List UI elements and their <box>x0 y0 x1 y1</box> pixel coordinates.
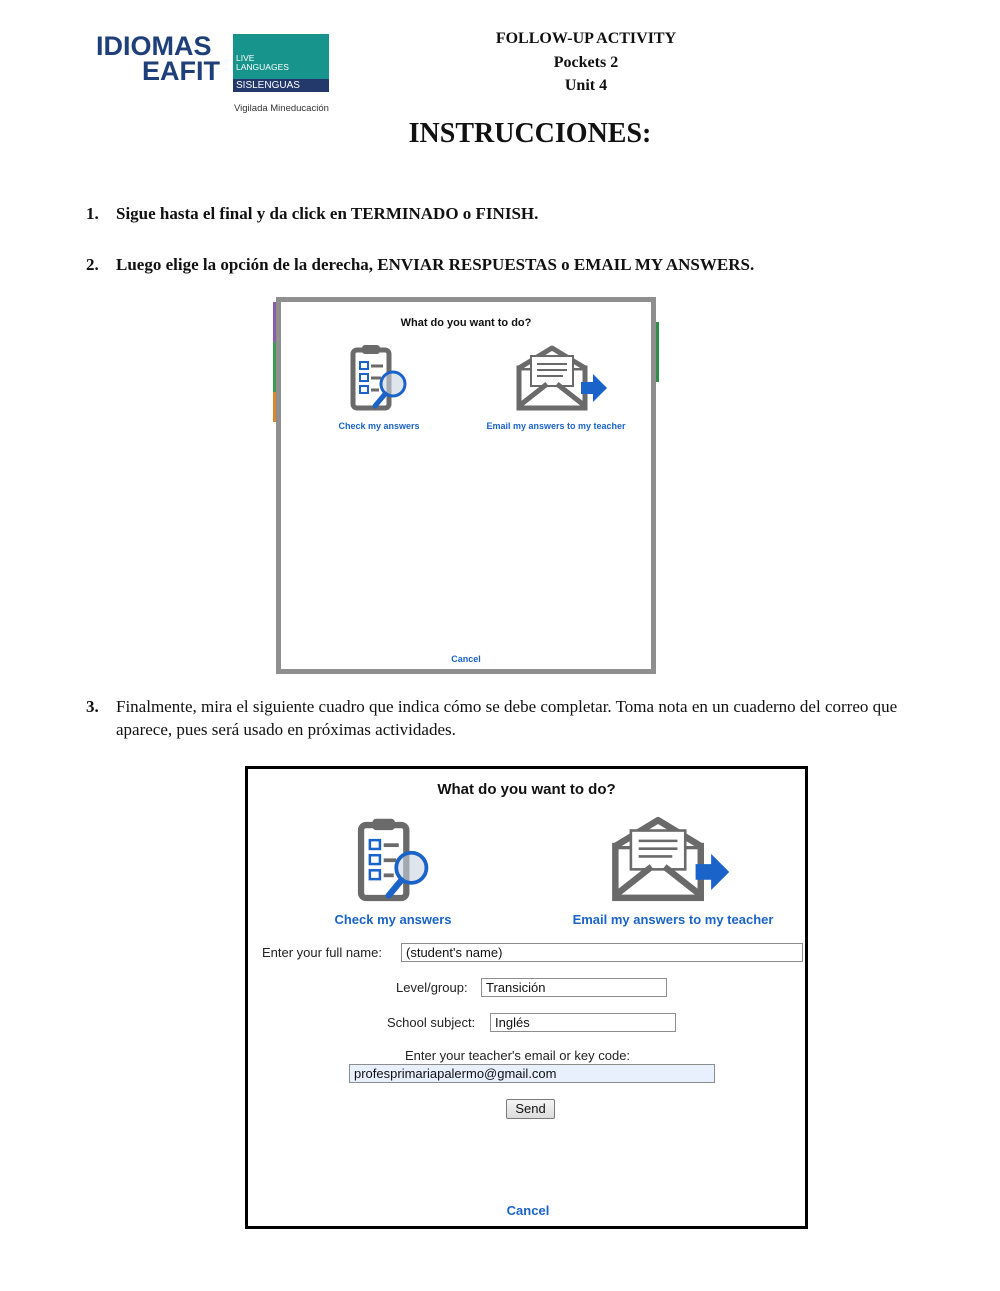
check-answers-link[interactable]: Check my answers <box>338 421 420 431</box>
level-group-input[interactable]: Transición <box>481 978 667 997</box>
step-3-number: 3. <box>86 697 99 716</box>
step-3 <box>86 695 946 741</box>
teacher-email-label: Enter your teacher's email or key code: <box>405 1048 631 1063</box>
choice-dialog-screenshot <box>276 297 656 674</box>
logo-line-2: EAFIT <box>142 56 220 86</box>
dialog-question: What do you want to do? <box>437 781 616 798</box>
cancel-link[interactable]: Cancel <box>451 654 481 664</box>
book-heading: Pockets 2 <box>553 54 619 71</box>
step-1-number: 1. <box>86 204 99 223</box>
envelope-arrow-icon[interactable] <box>602 815 740 903</box>
cancel-link[interactable]: Cancel <box>506 1203 550 1218</box>
check-answers-link[interactable]: Check my answers <box>334 912 452 927</box>
logo-teal-block <box>233 34 329 79</box>
clipboard-check-icon[interactable] <box>350 815 440 903</box>
teacher-email-input[interactable]: profesprimariapalermo@gmail.com <box>349 1064 715 1083</box>
background-strip <box>273 342 276 392</box>
page-title: INSTRUCCIONES: <box>408 118 652 149</box>
step-1-text: Sigue hasta el final y da click en TERMINADO o FINISH. <box>116 204 539 223</box>
envelope-arrow-icon[interactable] <box>515 344 609 412</box>
full-name-label: Enter your full name: <box>262 945 382 960</box>
level-group-label: Level/group: <box>396 980 468 995</box>
send-button[interactable]: Send <box>506 1099 555 1119</box>
activity-heading: FOLLOW-UP ACTIVITY <box>495 30 677 47</box>
idiomas-eafit-logo <box>96 32 336 118</box>
step-2-text: Luego elige la opción de la derecha, ENVIAR RESPUESTAS o EMAIL MY ANSWERS. <box>116 255 755 274</box>
dialog-question: What do you want to do? <box>400 317 532 329</box>
clipboard-check-icon[interactable] <box>347 342 413 412</box>
step-1 <box>86 204 538 224</box>
logo-tag-live: LIVE <box>236 53 255 63</box>
step-3-text: Finalmente, mira el siguiente cuadro que indica cómo se debe completar. Toma nota en un cuaderno del correo que aparece, pues será usado en próximas actividades. <box>116 697 898 739</box>
school-subject-input[interactable]: Inglés <box>490 1013 676 1032</box>
background-strip <box>656 322 659 382</box>
email-answers-link[interactable]: Email my answers to my teacher <box>572 912 774 927</box>
background-strip <box>273 302 276 342</box>
unit-heading: Unit 4 <box>564 77 608 94</box>
logo-tag-sislenguas: SISLENGUAS <box>233 79 329 92</box>
background-strip <box>273 392 276 422</box>
step-2-number: 2. <box>86 255 99 274</box>
logo-tag-languages: LANGUAGES <box>236 62 289 72</box>
step-2 <box>86 255 754 275</box>
school-subject-label: School subject: <box>387 1015 476 1030</box>
email-form-dialog-screenshot <box>245 766 808 1229</box>
full-name-input[interactable]: (student's name) <box>401 943 803 962</box>
logo-vigilada: Vigilada Mineducación <box>234 103 329 114</box>
email-answers-link[interactable]: Email my answers to my teacher <box>486 421 626 431</box>
logo-line-1: IDIOMAS <box>96 31 212 61</box>
